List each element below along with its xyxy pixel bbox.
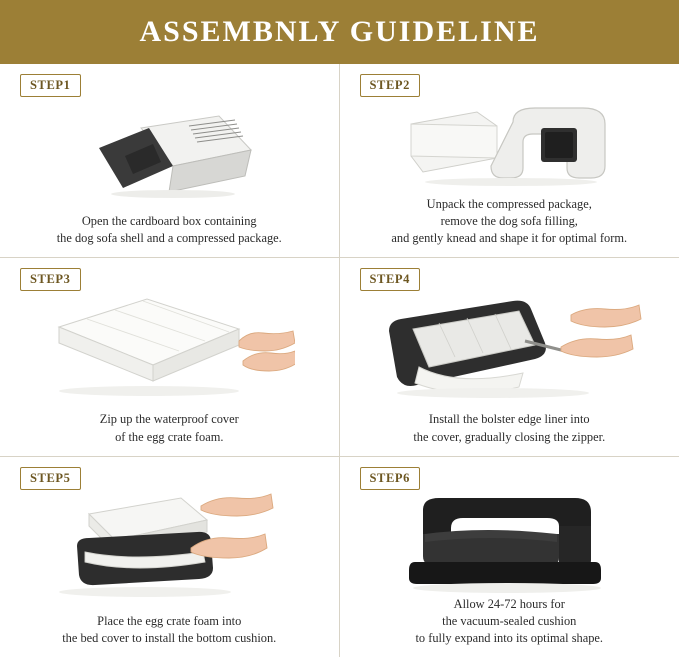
step-illustration-2 <box>354 91 666 196</box>
page-title: ASSEMBNLY GUIDELINE <box>139 15 540 48</box>
step-illustration-3 <box>14 285 325 411</box>
step-illustration-5 <box>14 484 325 613</box>
step-badge-3: STEP3 <box>20 268 81 291</box>
step-caption-3-line-2: of the egg crate foam. <box>115 429 224 444</box>
zip-cover-icon <box>43 285 295 411</box>
cardboard-box-icon <box>69 104 269 200</box>
page-header <box>0 0 679 64</box>
step-card-5 <box>0 457 340 657</box>
step-caption-1-line-1: Open the cardboard box containing <box>81 214 257 229</box>
step-caption-1 <box>14 213 325 251</box>
step-caption-6-line-3: to fully expand into its optimal shape. <box>415 630 604 645</box>
step-illustration-6 <box>354 484 666 596</box>
step-caption-2 <box>354 196 666 251</box>
step-card-6 <box>340 457 679 657</box>
step-card-3 <box>0 258 340 456</box>
step-caption-5 <box>14 613 325 651</box>
step-caption-6-line-2: the vacuum-sealed cushion <box>442 613 577 628</box>
step-badge-2: STEP2 <box>360 74 421 97</box>
install-liner-icon <box>375 285 643 411</box>
finished-dog-sofa-icon <box>399 484 619 596</box>
step-card-1 <box>0 64 340 258</box>
step-card-2 <box>340 64 679 258</box>
step-caption-6-line-1: Allow 24-72 hours for <box>453 596 565 611</box>
step-caption-5-line-2: the bed cover to install the bottom cushion. <box>62 630 277 645</box>
step-caption-4-line-2: the cover, gradually closing the zipper. <box>413 429 606 444</box>
foam-and-liner-icon <box>401 96 617 192</box>
step-badge-6: STEP6 <box>360 467 421 490</box>
step-caption-5-line-1: Place the egg crate foam into <box>97 613 242 628</box>
step-caption-4 <box>354 411 666 449</box>
step-caption-6 <box>354 596 666 651</box>
step-badge-5: STEP5 <box>20 467 81 490</box>
step-card-4 <box>340 258 679 456</box>
step-illustration-4 <box>354 285 666 411</box>
step-badge-4: STEP4 <box>360 268 421 291</box>
step-illustration-1 <box>14 91 325 213</box>
step-caption-2-line-3: and gently knead and shape it for optimal form. <box>391 231 628 246</box>
step-caption-4-line-1: Install the bolster edge liner into <box>428 412 590 427</box>
step-caption-3-line-1: Zip up the waterproof cover <box>99 412 239 427</box>
step-badge-1: STEP1 <box>20 74 81 97</box>
step-caption-2-line-1: Unpack the compressed package, <box>426 197 592 212</box>
insert-foam-icon <box>41 486 297 610</box>
step-caption-1-line-2: the dog sofa shell and a compressed package. <box>56 231 282 246</box>
steps-grid <box>0 64 679 657</box>
step-caption-3 <box>14 411 325 449</box>
step-caption-2-line-2: remove the dog sofa filling, <box>440 214 578 229</box>
